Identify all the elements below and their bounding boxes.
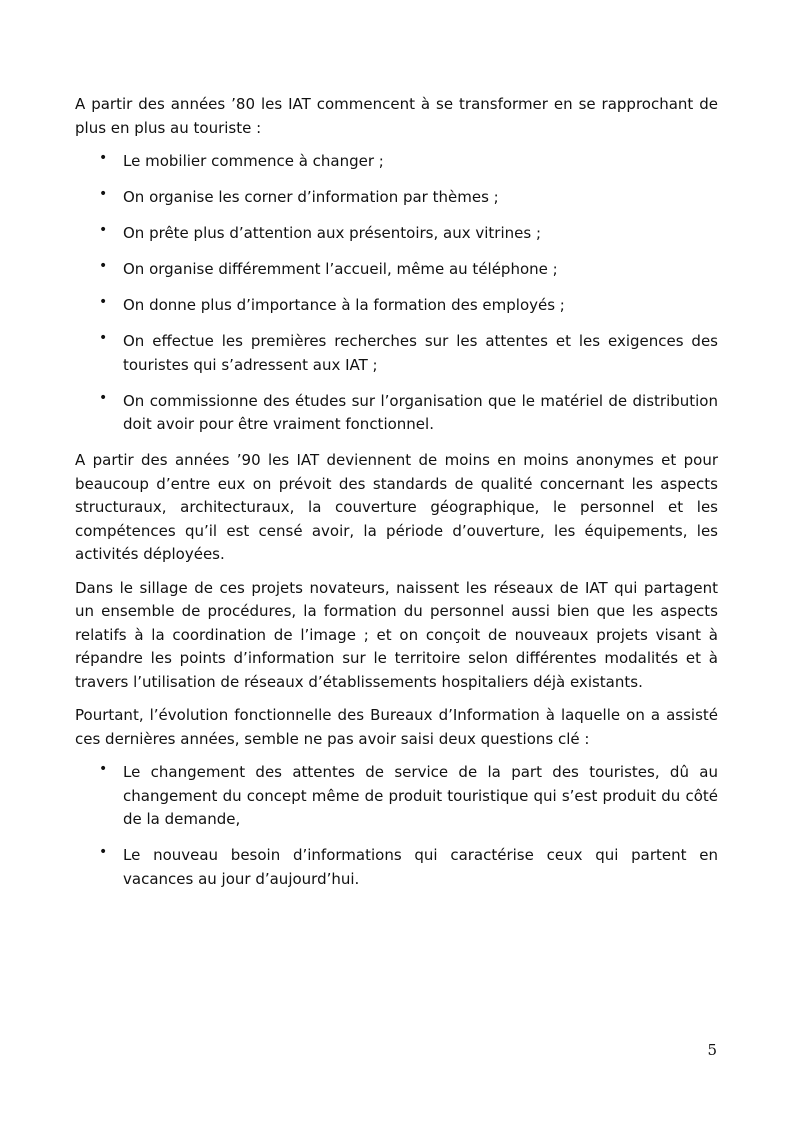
bullet-icon: • bbox=[99, 222, 108, 238]
paragraph-90s-standards: A partir des années ’90 les IAT deviennent de moins en moins anonymes et pour beaucoup d’entre eux on prévoit des standards de qualité concernant les aspects structuraux, architecturaux, la couverture géographique, le personnel et les compétences qu’il est censé avoir, la période d’ouverture, les équipements, les activités déployées. bbox=[75, 451, 718, 563]
bullet-icon: • bbox=[99, 389, 108, 406]
paragraph-intro-80s: A partir des années ’80 les IAT commencent à se transformer en se rapprochant de plus en plus au touriste : bbox=[75, 95, 718, 137]
list-item bbox=[75, 761, 718, 832]
list-item-text: On organise différemment l’accueil, même au téléphone ; bbox=[123, 260, 558, 278]
list-item bbox=[75, 390, 718, 437]
list-item bbox=[75, 330, 718, 377]
list-item bbox=[75, 258, 718, 282]
list-item-text: On organise les corner d’information par thèmes ; bbox=[123, 188, 499, 206]
bullet-icon: • bbox=[99, 186, 108, 202]
list-item bbox=[75, 186, 718, 210]
paragraph-evolution: Pourtant, l’évolution fonctionnelle des Bureaux d’Information à laquelle on a assisté ces dernières années, semble ne pas avoir saisi deux questions clé : bbox=[75, 706, 718, 748]
list-item-text: Le changement des attentes de service de la part des touristes, dû au changement du concept même de produit touristique qui s’est produit du côté de la demande, bbox=[123, 763, 718, 828]
list-item-text: On prête plus d’attention aux présentoirs, aux vitrines ; bbox=[123, 224, 542, 242]
bullet-icon: • bbox=[99, 330, 108, 346]
list-item bbox=[75, 844, 718, 891]
bullet-icon: • bbox=[99, 761, 108, 777]
list-item-text: Le mobilier commence à changer ; bbox=[123, 152, 384, 170]
list-item-text: Le nouveau besoin d’informations qui caractérise ceux qui partent en vacances au jour d’aujourd’hui. bbox=[123, 846, 718, 888]
paragraph-networks: Dans le sillage de ces projets novateurs, naissent les réseaux de IAT qui partagent un ensemble de procédures, la formation du personnel aussi bien que les aspects relatifs à la coordination de l’image ; et on conçoit de nouveaux projets visant à répandre les points d’information sur le territoire selon différentes modalités et à travers l’utilisation de réseaux d’établissements hospitaliers déjà existants. bbox=[75, 578, 718, 691]
list-item-text: On commissionne des études sur l’organisation que le matériel de distribution doit avoir pour être vraiment fonctionnel. bbox=[123, 391, 718, 433]
bullet-icon: • bbox=[99, 294, 108, 310]
page-number: 5 bbox=[707, 1041, 717, 1059]
list-item bbox=[75, 222, 718, 246]
list-item-text: On effectue les premières recherches sur les attentes et les exigences des touristes qui s’adressent aux IAT ; bbox=[123, 332, 718, 374]
bullet-icon: • bbox=[99, 844, 108, 860]
bullet-list-key-questions bbox=[75, 761, 718, 891]
list-item-text: On donne plus d’importance à la formation des employés ; bbox=[123, 296, 565, 314]
list-item bbox=[75, 150, 718, 174]
list-item bbox=[75, 294, 718, 318]
bullet-icon: • bbox=[99, 258, 108, 274]
bullet-icon: • bbox=[99, 150, 108, 166]
bullet-list-80s-changes bbox=[75, 150, 718, 437]
document-page-body bbox=[75, 93, 718, 904]
